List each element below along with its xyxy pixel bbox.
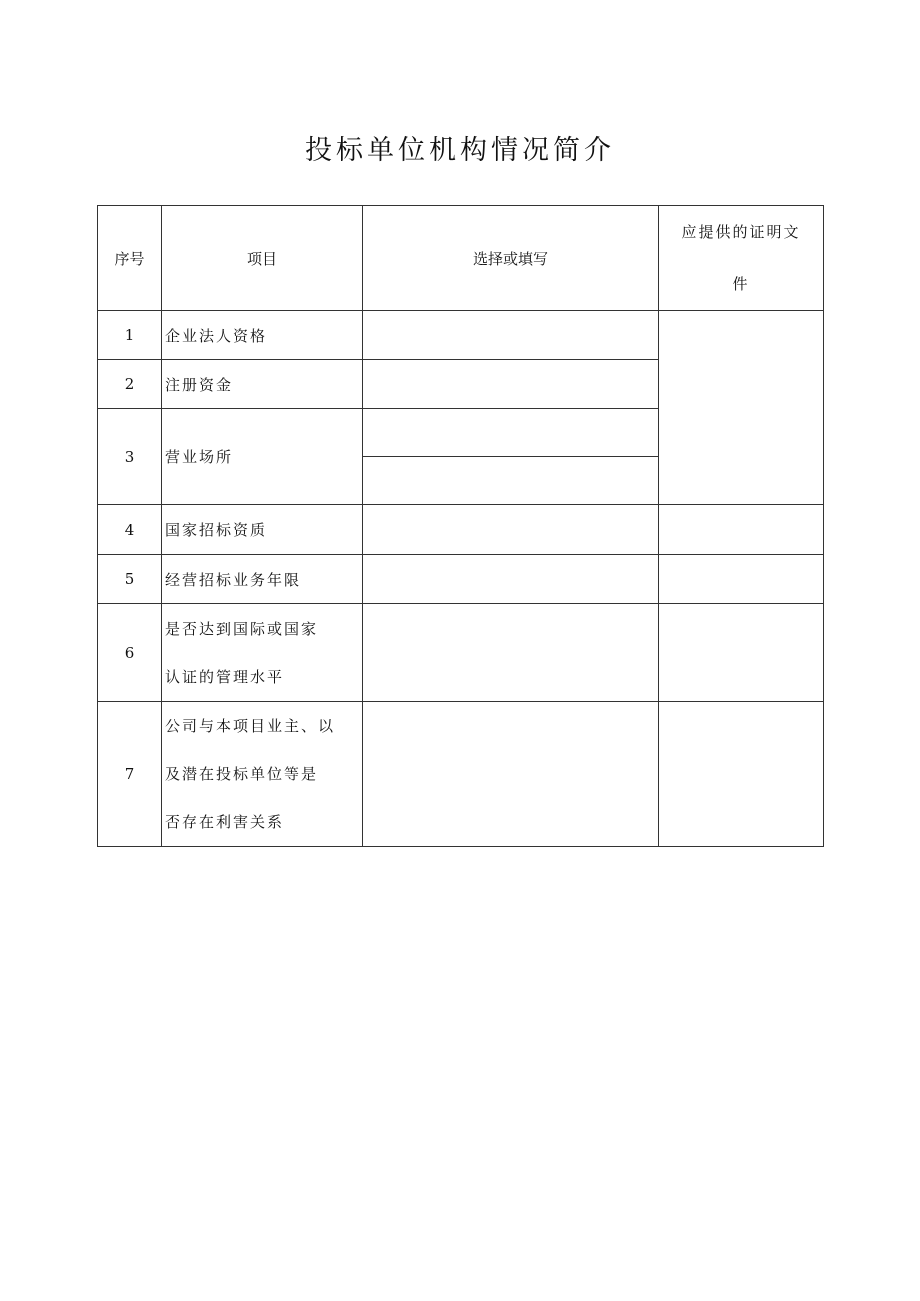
row-item: 注册资金 bbox=[162, 360, 363, 409]
row-item-line: 公司与本项目业主、以 bbox=[165, 717, 336, 735]
header-docs-line2: 件 bbox=[732, 275, 750, 293]
docs-cell[interactable] bbox=[659, 311, 824, 505]
row-item bbox=[162, 702, 363, 847]
fill-cell[interactable] bbox=[363, 604, 659, 702]
header-docs-line1: 应提供的证明文 bbox=[681, 223, 801, 241]
header-no: 序号 bbox=[98, 206, 162, 311]
row-item-line: 是否达到国际或国家 bbox=[165, 619, 319, 638]
fill-cell[interactable] bbox=[363, 555, 659, 604]
organization-info-table bbox=[97, 205, 824, 847]
docs-cell[interactable] bbox=[659, 604, 824, 702]
header-fill: 选择或填写 bbox=[363, 206, 659, 311]
table-row-5 bbox=[98, 555, 824, 604]
row-item-line: 认证的管理水平 bbox=[165, 667, 285, 686]
table-row-4 bbox=[98, 505, 824, 555]
row-item: 营业场所 bbox=[162, 409, 363, 505]
row-item-line: 及潜在投标单位等是 bbox=[165, 765, 319, 783]
fill-cell[interactable] bbox=[363, 457, 659, 505]
row-item-line: 否存在利害关系 bbox=[165, 813, 285, 831]
fill-cell[interactable] bbox=[363, 360, 659, 409]
header-item: 项目 bbox=[162, 206, 363, 311]
table-header-row bbox=[98, 206, 824, 311]
fill-cell[interactable] bbox=[363, 702, 659, 847]
fill-cell[interactable] bbox=[363, 505, 659, 555]
row-number: 6 bbox=[98, 604, 162, 702]
docs-cell[interactable] bbox=[659, 505, 824, 555]
fill-cell[interactable] bbox=[363, 409, 659, 457]
row-number: 5 bbox=[98, 555, 162, 604]
table-row-7 bbox=[98, 702, 824, 847]
row-item: 经营招标业务年限 bbox=[162, 555, 363, 604]
docs-cell[interactable] bbox=[659, 702, 824, 847]
row-number: 3 bbox=[98, 409, 162, 505]
page-title: 投标单位机构情况简介 bbox=[305, 135, 615, 166]
row-number: 7 bbox=[98, 702, 162, 847]
table-row-6 bbox=[98, 604, 824, 702]
header-docs bbox=[659, 206, 824, 311]
row-number: 4 bbox=[98, 505, 162, 555]
fill-cell[interactable] bbox=[363, 311, 659, 360]
table-row-1 bbox=[98, 311, 824, 360]
row-item bbox=[162, 604, 363, 702]
row-item: 国家招标资质 bbox=[162, 505, 363, 555]
row-number: 1 bbox=[98, 311, 162, 360]
row-item: 企业法人资格 bbox=[162, 311, 363, 360]
row-number: 2 bbox=[98, 360, 162, 409]
docs-cell[interactable] bbox=[659, 555, 824, 604]
